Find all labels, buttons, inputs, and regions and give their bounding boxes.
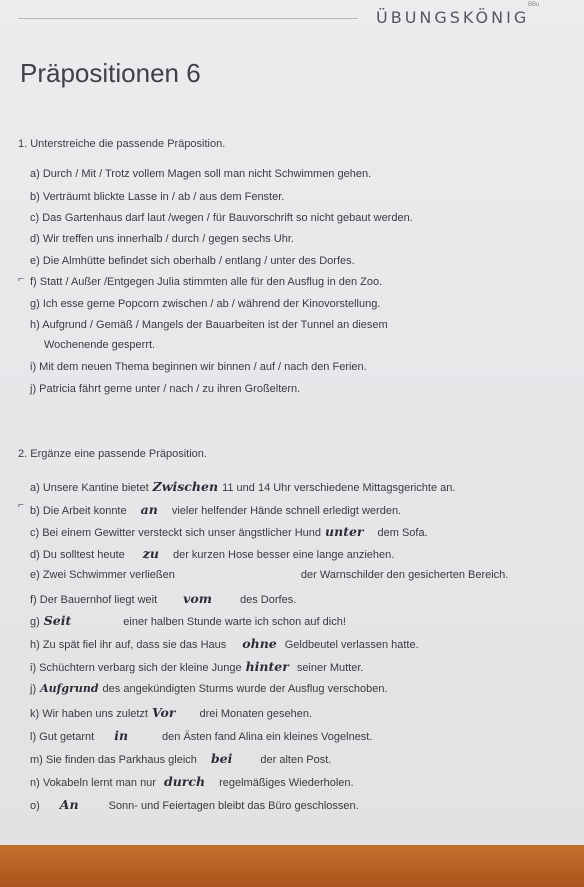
item-text-start: m) Sie finden das Parkhaus gleich bbox=[30, 754, 197, 766]
task2-item-d bbox=[30, 546, 394, 561]
handwritten-answer: Seit bbox=[43, 613, 72, 628]
task1-item-g: g) Ich esse gerne Popcorn zwischen / ab / während der Kinovorstellung. bbox=[30, 298, 381, 310]
table-surface bbox=[0, 845, 584, 887]
task1-instruction: 1. Unterstreiche die passende Präposition. bbox=[18, 138, 226, 150]
task2-item-b bbox=[30, 502, 401, 517]
check-mark-icon: ⌐ bbox=[18, 500, 24, 511]
item-text-end: einer halben Stunde warte ich schon auf dich! bbox=[123, 616, 346, 628]
task1-item-d: d) Wir treffen uns innerhalb / durch / gegen sechs Uhr. bbox=[30, 233, 294, 245]
task2-item-i bbox=[30, 659, 363, 674]
task2-item-e bbox=[30, 569, 508, 581]
handwritten-answer: Zwischen bbox=[152, 479, 219, 494]
item-text-start: c) Bei einem Gewitter versteckt sich unser ängstlicher Hund bbox=[30, 527, 322, 539]
task1-item-h: h) Aufgrund / Gemäß / Mangels der Bauarbeiten ist der Tunnel an diesem bbox=[30, 319, 388, 331]
handwritten-answer: unter bbox=[325, 524, 364, 539]
task2-item-c bbox=[30, 524, 428, 539]
task2-item-j bbox=[30, 682, 388, 695]
task2-item-m bbox=[30, 751, 331, 766]
item-text-start: i) Schüchtern verbarg sich der kleine Junge bbox=[30, 662, 242, 674]
check-mark-icon: ⌐ bbox=[18, 274, 24, 285]
task1-item-h-cont: Wochenende gesperrt. bbox=[44, 339, 156, 351]
brand-mark-icon: BBu bbox=[528, 2, 540, 8]
task2-item-g bbox=[30, 613, 346, 628]
item-text-end: seiner Mutter. bbox=[296, 662, 364, 674]
handwritten-answer: durch bbox=[163, 774, 206, 789]
item-text-start: g) bbox=[30, 616, 40, 628]
item-text-end: den Ästen fand Alina ein kleines Vogelnest. bbox=[162, 731, 373, 743]
handwritten-answer: ohne bbox=[242, 636, 277, 651]
task1-item-b: b) Verträumt blickte Lasse in / ab / aus dem Fenster. bbox=[30, 191, 285, 203]
task1-item-i: i) Mit dem neuen Thema beginnen wir binnen / auf / nach den Ferien. bbox=[30, 361, 367, 373]
item-text-end: vieler helfender Hände schnell erledigt werden. bbox=[171, 505, 402, 517]
task2-instruction: 2. Ergänze eine passende Präposition. bbox=[18, 448, 207, 460]
item-text-start: d) Du solltest heute bbox=[30, 549, 125, 561]
handwritten-answer: zu bbox=[142, 546, 159, 561]
header-rule bbox=[18, 18, 358, 19]
item-text-end: Sonn- und Feiertagen bleibt das Büro geschlossen. bbox=[108, 800, 359, 812]
item-text-end: regelmäßiges Wiederholen. bbox=[219, 777, 354, 789]
task1-item-a: a) Durch / Mit / Trotz vollem Magen soll man nicht Schwimmen gehen. bbox=[30, 168, 372, 180]
item-text-start: a) Unsere Kantine bietet bbox=[30, 482, 149, 494]
item-text-start: l) Gut getarnt bbox=[30, 731, 95, 743]
task1-item-e: e) Die Almhütte befindet sich oberhalb / entlang / unter des Dorfes. bbox=[30, 255, 355, 267]
task2-item-h bbox=[30, 636, 419, 651]
handwritten-answer: Aufgrund bbox=[40, 682, 99, 695]
item-text-start: b) Die Arbeit konnte bbox=[30, 505, 127, 517]
item-text-end: des Dorfes. bbox=[240, 594, 297, 606]
item-text-start: n) Vokabeln lernt man nur bbox=[30, 777, 156, 789]
handwritten-answer: an bbox=[140, 502, 158, 517]
page-title: Präpositionen 6 bbox=[20, 58, 201, 88]
item-text-start: f) Der Bauernhof liegt weit bbox=[30, 594, 158, 606]
task1-item-c: c) Das Gartenhaus darf laut /wegen / für Bauvorschrift so nicht gebaut werden. bbox=[30, 212, 413, 224]
item-text-start: o) bbox=[30, 800, 40, 812]
handwritten-answer: in bbox=[114, 728, 129, 743]
handwritten-answer: An bbox=[59, 797, 79, 812]
task2-item-l bbox=[30, 728, 372, 743]
item-text-end: des angekündigten Sturms wurde der Ausflug verschoben. bbox=[102, 683, 388, 695]
item-text-end: der alten Post. bbox=[260, 754, 332, 766]
handwritten-answer: vom bbox=[183, 591, 212, 606]
brand-logo: ÜBUNGSKÖNIG bbox=[376, 8, 530, 27]
item-text-end: dem Sofa. bbox=[377, 527, 428, 539]
item-text-end: der kurzen Hose besser eine lange anziehen. bbox=[172, 549, 395, 561]
task2-item-o bbox=[30, 797, 359, 812]
item-text-end: 11 und 14 Uhr verschiedene Mittagsgerichte an. bbox=[222, 482, 456, 494]
item-text-start: j) bbox=[30, 683, 37, 695]
handwritten-answer: bei bbox=[210, 751, 233, 766]
task2-item-f bbox=[30, 591, 296, 606]
task2-item-k bbox=[30, 705, 312, 720]
task1-item-j: j) Patricia fährt gerne unter / nach / zu ihren Großeltern. bbox=[30, 383, 301, 395]
handwritten-answer: hinter bbox=[245, 659, 289, 674]
task1-item-f: f) Statt / Außer /Entgegen Julia stimmten alle für den Ausflug in den Zoo. bbox=[30, 276, 383, 288]
item-text-start: h) Zu spät fiel ihr auf, dass sie das Haus bbox=[30, 639, 227, 651]
handwritten-answer: Vor bbox=[152, 705, 176, 720]
task2-item-n bbox=[30, 774, 354, 789]
item-text-end: drei Monaten gesehen. bbox=[199, 708, 313, 720]
item-text-end: Geldbeutel verlassen hatte. bbox=[284, 639, 419, 651]
item-text-end: der Warnschilder den gesicherten Bereich. bbox=[300, 569, 509, 581]
task2-item-a bbox=[30, 479, 455, 494]
item-text-start: k) Wir haben uns zuletzt bbox=[30, 708, 148, 720]
item-text-start: e) Zwei Schwimmer verließen bbox=[30, 569, 175, 581]
